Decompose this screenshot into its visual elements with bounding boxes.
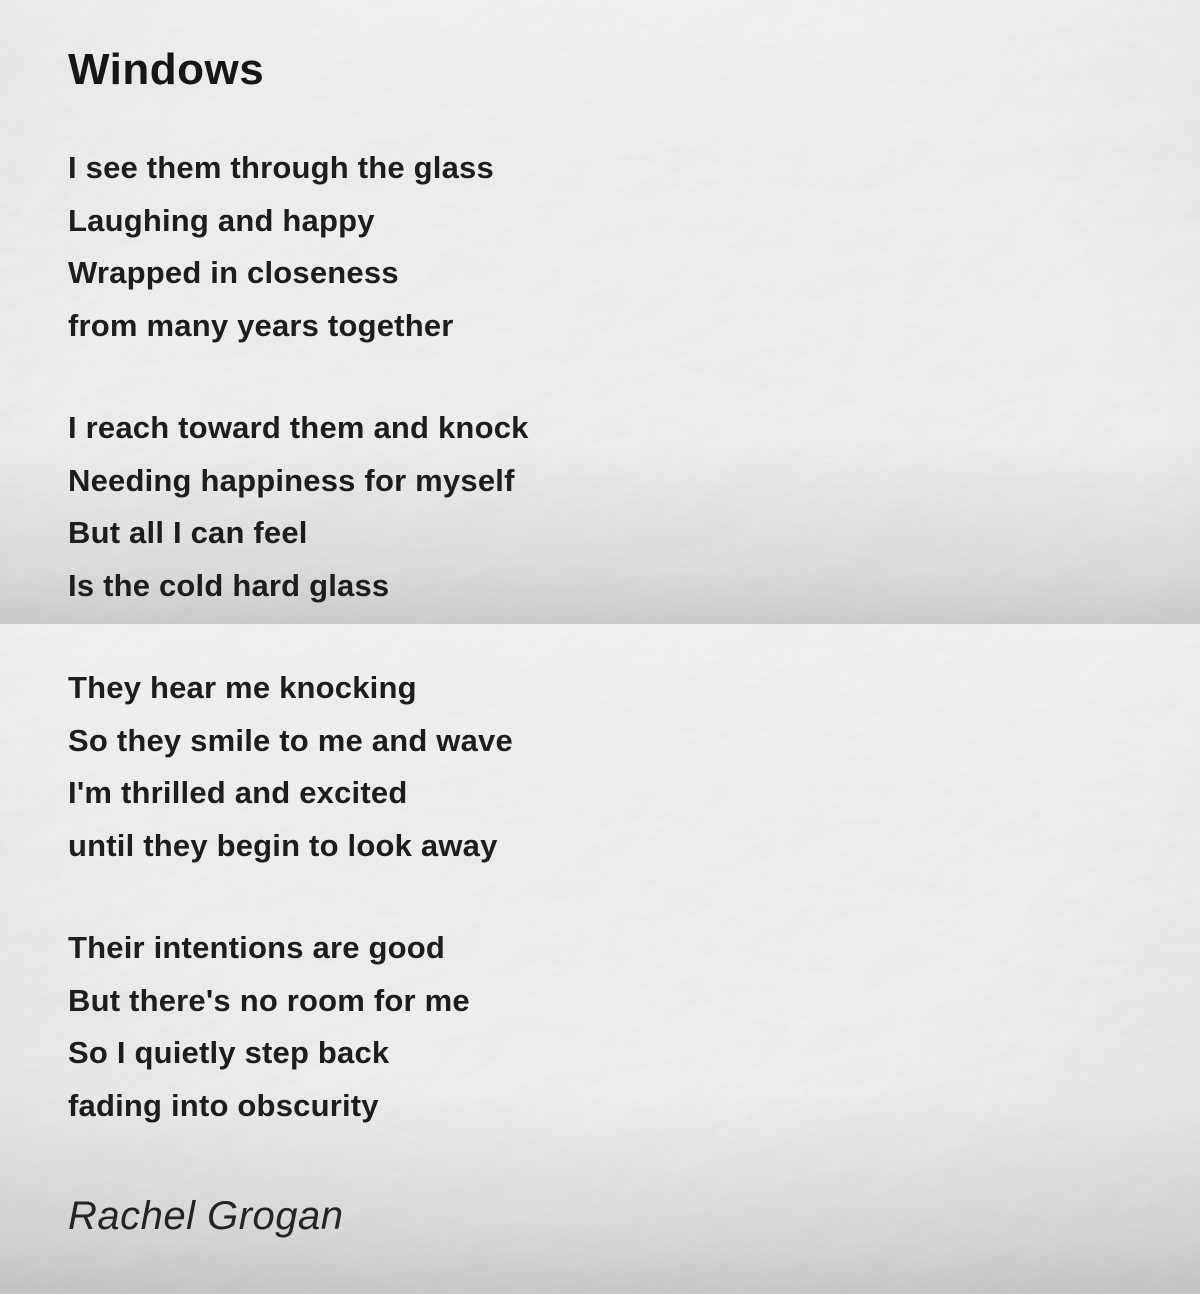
- poem-line: They hear me knocking: [68, 670, 417, 705]
- poem-line: from many years together: [68, 307, 454, 343]
- poem-line: But there's no room for me: [68, 982, 470, 1018]
- poem-author: Rachel Grogan: [68, 1194, 344, 1238]
- stanza-1: [68, 142, 494, 352]
- poem-line: I'm thrilled and excited: [68, 775, 408, 810]
- poem-line: So I quietly step back: [68, 1035, 390, 1070]
- poem-title: Windows: [68, 45, 265, 94]
- poem-line: So they smile to me and wave: [68, 722, 513, 758]
- poem-line: I reach toward them and knock: [68, 410, 529, 445]
- poem-line: Their intentions are good: [68, 930, 446, 965]
- poem-line: Wrapped in closeness: [68, 255, 399, 290]
- poem-line: fading into obscurity: [68, 1087, 379, 1123]
- stanza-3: [68, 662, 513, 872]
- stanza-2: [68, 402, 529, 612]
- poem-line: until they begin to look away: [68, 827, 498, 863]
- poem-line: Laughing and happy: [68, 202, 375, 238]
- poem-line: Is the cold hard glass: [68, 567, 390, 603]
- poem-line: But all I can feel: [68, 515, 308, 550]
- stanza-4: [68, 922, 470, 1132]
- poem-line: Needing happiness for myself: [68, 462, 515, 498]
- poem-line: I see them through the glass: [68, 150, 494, 185]
